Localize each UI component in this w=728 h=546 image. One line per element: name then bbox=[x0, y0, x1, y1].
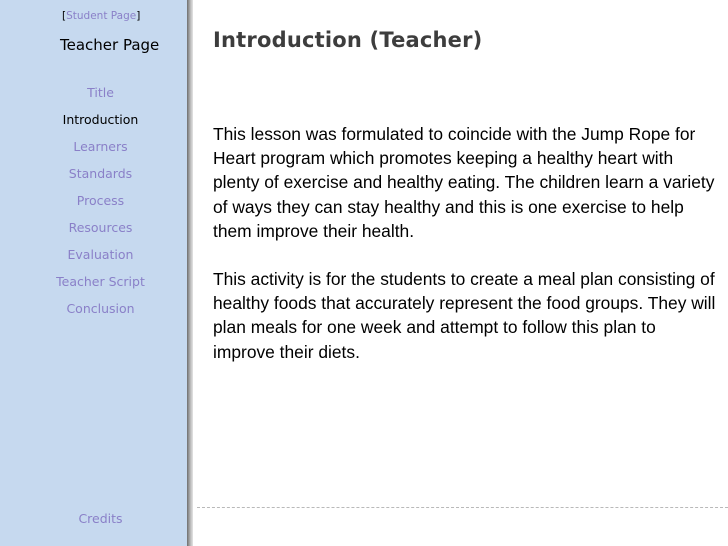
sidebar bbox=[0, 0, 187, 546]
sidebar-item-process[interactable]: Process bbox=[76, 193, 125, 208]
sidebar-item-evaluation[interactable]: Evaluation bbox=[67, 247, 134, 262]
page-title: Introduction (Teacher) bbox=[213, 28, 483, 52]
sidebar-divider bbox=[187, 0, 193, 546]
intro-paragraph-2: This activity is for the students to create a meal plan consisting of healthy foods that accurately represent the food groups. They will plan meals for one week and attempt to follow this plan to improve their diets. bbox=[213, 269, 716, 362]
main-content bbox=[213, 122, 718, 388]
sidebar-item-credits[interactable]: Credits bbox=[78, 511, 123, 526]
sidebar-item-conclusion[interactable]: Conclusion bbox=[66, 301, 135, 316]
sidebar-item-title[interactable]: Title bbox=[87, 85, 114, 100]
sidebar-nav bbox=[0, 85, 187, 328]
sidebar-item-resources[interactable]: Resources bbox=[68, 220, 133, 235]
sidebar-item-standards[interactable]: Standards bbox=[68, 166, 133, 181]
bracket-close: ] bbox=[136, 10, 141, 22]
bracket-open: [ bbox=[62, 10, 67, 22]
footer-divider bbox=[197, 507, 728, 508]
sidebar-item-teacher-script[interactable]: Teacher Script bbox=[56, 274, 145, 289]
student-page-link-row bbox=[0, 10, 187, 22]
student-page-link[interactable]: Student Page bbox=[66, 10, 137, 22]
current-page-label: Teacher Page bbox=[60, 36, 160, 54]
sidebar-item-introduction: Introduction bbox=[62, 112, 139, 127]
intro-paragraph-1: This lesson was formulated to coincide with the Jump Rope for Heart program which promotes keeping a healthy heart with plenty of exercise and healthy eating. The children learn a variety of ways they can stay healthy and this is one exercise to help them improve their health. bbox=[213, 124, 715, 241]
sidebar-item-learners[interactable]: Learners bbox=[73, 139, 128, 154]
